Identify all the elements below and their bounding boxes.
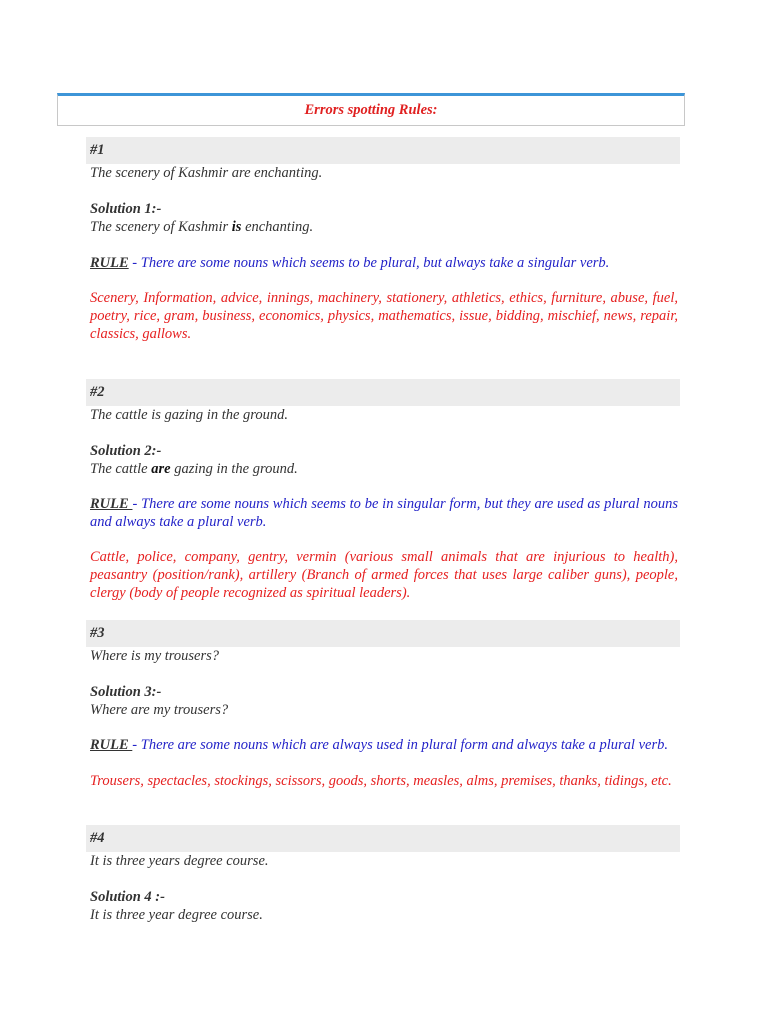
solution-1: The scenery of Kashmir is enchanting. (90, 219, 314, 235)
question-4: It is three years degree course. (90, 853, 269, 869)
question-1: The scenery of Kashmir are enchanting. (90, 165, 323, 181)
page-title: Errors spotting Rules: (304, 102, 438, 118)
solution-label-3: Solution 3:- (90, 684, 162, 700)
title-box (57, 93, 685, 126)
examples-3: Trousers, spectacles, stockings, scissors, goods, shorts, measles, alms, premises, thanks, tidings, etc. (90, 773, 672, 789)
solution-4: It is three year degree course. (90, 907, 263, 923)
rule-label: RULE (90, 255, 129, 271)
question-number-3: #3 (86, 620, 680, 647)
solution-label-4: Solution 4 :- (90, 889, 165, 905)
rule-label: RULE (90, 737, 133, 753)
solution-2: The cattle are gazing in the ground. (90, 461, 298, 477)
question-number-4: #4 (86, 825, 680, 852)
rule-3: RULE - There are some nouns which are always used in plural form and always take a plural verb. (90, 737, 668, 753)
question-2: The cattle is gazing in the ground. (90, 407, 289, 423)
rule-2: RULE - There are some nouns which seems to be in singular form, but they are used as plural nouns and always take a plural verb. (90, 496, 678, 530)
question-number-1: #1 (86, 137, 680, 164)
question-number-2: #2 (86, 379, 680, 406)
examples-2: Cattle, police, company, gentry, vermin (various small animals that are injurious to health), peasantry (position/rank), artillery (Branch of armed forces that uses large caliber guns), people, clergy (body of people recognized as spiritual leaders). (90, 549, 678, 601)
solution-label-1: Solution 1:- (90, 201, 162, 217)
examples-1: Scenery, Information, advice, innings, machinery, stationery, athletics, ethics, furniture, abuse, fuel, poetry, rice, gram, business, economics, physics, mathematics, issue, bidding, mischief, news, repair, classics, gallows. (90, 290, 678, 342)
solution-label-2: Solution 2:- (90, 443, 162, 459)
rule-label: RULE (90, 496, 133, 512)
question-3: Where is my trousers? (90, 648, 220, 664)
solution-3: Where are my trousers? (90, 702, 229, 718)
rule-1: RULE - There are some nouns which seems to be plural, but always take a singular verb. (90, 255, 610, 271)
